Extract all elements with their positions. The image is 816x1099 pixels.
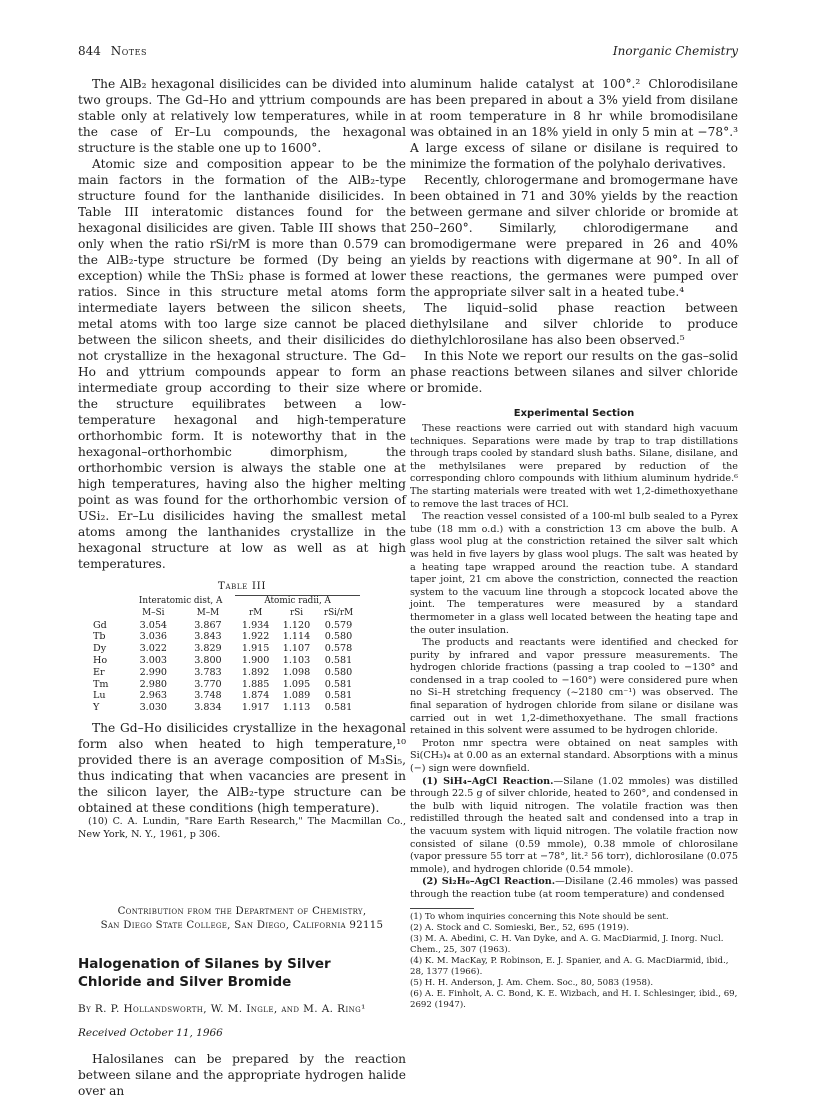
article-title-line: Halogenation of Silanes by Silver [78,956,331,973]
value-cell: 3.030 [139,702,168,714]
table-row [90,667,360,679]
article-title-line: Chloride and Silver Bromide [78,974,292,991]
article-title [78,955,406,991]
header-left [78,44,147,58]
value-cell: 3.800 [194,654,222,666]
reaction-text: —Silane (1.02 mmoles) was distilled through 22.5 g of silver chloride, heated to 260°, and condensed in the bulb with liquid nitrogen. The volatile fraction was then redistilled through the heated salt and condensed into a trap in the vacuum system with liquid nitrogen. The volatile fraction now consisted of silane (0.59 mmole), 0.38 mmole of chlorosilane (vapor pressure 55 torr at −78°, lit.² 56 torr), dichlorosilane (0.075 mmole), and hydrogen chloride (0.54 mmole). [410,775,738,875]
table-row [90,620,360,632]
element-cell: Er [93,666,105,678]
footnote: (6) A. E. Finholt, A. C. Bond, K. E. Wizbach, and H. I. Schlesinger, ibid., 69, 2692 (1947). [410,988,738,1010]
value-cell: 1.885 [241,678,270,690]
value-cell: 3.770 [194,678,222,690]
footnote: (5) H. H. Anderson, J. Am. Chem. Soc., 80, 5083 (1958). [410,977,654,988]
experimental-paragraph [410,776,738,877]
value-cell: 2.990 [139,666,168,678]
table-row [90,679,360,691]
paragraph: In this Note we report our results on the gas–solid phase reactions between silanes and silver chloride or bromide. [410,349,738,395]
value-cell: 1.098 [282,666,311,678]
paragraph: Atomic size and composition appear to be the main factors in the formation of the AlB₂-type structure found for the lanthanide disilicides. In Table III interatomic distances found for the hexagonal disilicides are given. Table III shows that only when the ratio rSi/rM is more than 0.579 can the AlB₂-type structure be formed (Dy being an exception) while the ThSi₂ phase is formed at lower ratios. Since in this structure metal atoms form intermediate layers between the silicon sheets, metal atoms with too large size cannot be placed between the silicon sheets, and their disilicides do not crystallize in the hexagonal structure. The Gd–Ho and yttrium compounds appear to form an intermediate group according to their size where the structure equilibrates between a low-temperature hexagonal and high-temperature orthorhombic form. It is noteworthy that in the hexagonal–orthorhombic dimorphism, the orthorhombic version is always the stable one at high temperatures, having also the higher melting point as was found for the orthorhombic version of USi₂. Er–Lu disilicides having the smallest metal atoms among the lanthanides crystallize in the hexagonal structure at low as well as at high temperatures. [78,157,406,571]
footnote: (4) K. M. MacKay, P. Robinson, E. J. Spanier, and A. G. MacDiarmid, ibid., 28, 1377 (1966). [410,955,729,977]
group-header-distances: Interatomic dist, A [138,595,223,606]
col-header: M–M [196,607,220,618]
table-row [90,702,360,714]
value-cell: 0.581 [324,690,353,702]
value-cell: 1.089 [282,690,311,702]
right-column [410,76,738,1011]
value-cell: 1.114 [282,631,311,643]
value-cell: 0.580 [324,666,353,678]
value-cell: 1.922 [241,631,270,643]
table-row [90,631,360,643]
value-cell: 3.834 [194,702,222,714]
paragraph: aluminum halide catalyst at 100°.² Chlorodisilane has been prepared in about a 3% yield from disilane at room temperature in 8 hr while bromodisilane was obtained in an 18% yield in only 5 min at −78°.³ A large excess of silane or disilane is required to minimize the formation of the polyhalo derivatives. [410,77,738,171]
value-cell: 3.054 [139,619,168,631]
reaction-label: (1) SiH₄–AgCl Reaction. [422,775,554,787]
footnote-10: (10) C. A. Lundin, "Rare Earth Research," The Macmillan Co., New York, N. Y., 1961, p 306. [78,815,406,840]
element-cell: Tm [93,678,109,690]
col-header: rSi [290,607,304,618]
table-iii [90,595,360,714]
value-cell: 3.036 [139,631,168,643]
page-number: 844 [78,44,101,58]
table-title: Table III [217,580,267,592]
value-cell: 0.580 [324,631,353,643]
paragraph: Halosilanes can be prepared by the reaction between silane and the appropriate hydrogen halide over an [78,1052,406,1099]
reaction-label: (2) Si₂H₆–AgCl Reaction. [422,876,556,888]
section-name: Notes [110,44,147,58]
value-cell: 1.113 [282,702,311,714]
col-header: rSi/rM [323,607,354,618]
paragraph: The AlB₂ hexagonal disilicides can be divided into two groups. The Gd–Ho and yttrium compounds are stable only at relatively low temperatures, while in the case of Er–Lu compounds, the hexagonal structure is the stable one up to 1600°. [78,77,406,155]
value-cell: 1.915 [241,643,270,655]
footnote: (3) M. A. Abedini, C. H. Van Dyke, and A. G. MacDiarmid, J. Inorg. Nucl. Chem., 25, 307 (1963). [410,933,724,955]
value-cell: 1.917 [241,702,270,714]
experimental-paragraph: Proton nmr spectra were obtained on neat samples with Si(CH₃)₄ at 0.00 as an external standard. Absorptions with a minus (−) sign were downfield. [410,737,738,775]
group-header-radii: Atomic radii, A [235,596,360,608]
value-cell: 1.900 [241,654,270,666]
footnotes [410,912,738,1011]
left-column [78,76,406,1099]
value-cell: 0.581 [324,702,353,714]
value-cell: 3.843 [194,631,222,643]
contribution-institution: San Diego State College, San Diego, California 92115 [100,920,384,932]
value-cell: 1.892 [241,666,270,678]
element-cell: Gd [93,619,107,631]
experimental-paragraph: These reactions were carried out with standard high vacuum techniques. Separations were made by trap to trap distillations through traps cooled by standard slush baths. Silane, disilane, and the methylsilanes were prepared by reduction of the corresponding chloro compounds with lithium aluminum hydride.⁶ The starting materials were treated with wet 1,2-dimethoxyethane to remove the last traces of HCl. [410,423,738,510]
value-cell: 1.120 [282,619,311,631]
value-cell: 1.095 [282,678,311,690]
value-cell: 2.963 [139,690,168,702]
value-cell: 0.579 [324,619,353,631]
section-heading: Experimental Section [513,408,635,419]
received-date: Received October 11, 1966 [78,1027,223,1040]
value-cell: 3.748 [194,690,222,702]
value-cell: 0.578 [324,643,353,655]
value-cell: 3.022 [139,643,168,655]
value-cell: 3.867 [194,619,222,631]
footnote: (2) A. Stock and C. Somieski, Ber., 52, 695 (1919). [410,922,629,933]
element-cell: Y [93,702,100,714]
value-cell: 3.829 [194,643,222,655]
table-column-header [90,608,360,620]
value-cell: 0.581 [324,654,353,666]
paragraph: The Gd–Ho disilicides crystallize in the hexagonal form also when heated to high temperature,¹⁰ provided there is an average composition of M₃Si₅, thus indicating that when vacancies are present in the silicon layer, the AlB₂-type structure can be obtained at these conditions (high temperature). [78,720,406,815]
experimental-paragraph: The reaction vessel consisted of a 100-ml bulb sealed to a Pyrex tube (18 mm o.d.) with a constriction 13 cm above the bulb. A glass wool plug at the constriction retained the silver salt which was held in five layers by glass wool plugs. The salt was heated by a heating tape wrapped around the reaction tube. A standard taper joint, 21 cm above the constriction, connected the reaction system to the vacuum line through a stopcock located above the joint. The temperatures were measured by a standard thermometer in a glass well located between the heating tape and the outer insulation. [410,511,738,636]
running-header [78,44,738,62]
paragraph: Recently, chlorogermane and bromogermane have been obtained in 71 and 30% yields by the reaction between germane and silver chloride or bromide at 250–260°. Similarly, chlorodigermane and bromodigermane were prepared in 26 and 40% yields by reactions with digermane at 90°. In all of these reactions, the germanes were pumped over the appropriate silver salt in a heated tube.⁴ [410,173,738,299]
table-row [90,655,360,667]
footnote-divider [410,908,474,909]
value-cell: 0.581 [324,678,353,690]
col-header: rM [249,607,263,618]
contribution-dept: Contribution from the Department of Chemistry, [117,906,367,918]
value-cell: 2.980 [139,678,168,690]
col-header: M–Si [142,607,165,618]
footnote: (1) To whom inquiries concerning this Note should be sent. [410,911,669,922]
value-cell: 1.934 [241,619,270,631]
table-group-header [90,596,360,608]
table-row [90,690,360,702]
value-cell: 3.783 [194,666,222,678]
authors: By R. P. Hollandsworth, W. M. Ingle, and M. A. Ring¹ [78,1003,366,1016]
value-cell: 1.107 [282,643,311,655]
table-row [90,643,360,655]
element-cell: Dy [93,643,107,655]
experimental-paragraph [410,876,738,901]
value-cell: 1.103 [282,654,311,666]
table-body [90,620,360,714]
journal-name: Inorganic Chemistry [612,44,738,58]
contribution-line [78,905,406,933]
element-cell: Ho [93,654,108,666]
value-cell: 3.003 [139,654,168,666]
experimental-paragraph: The products and reactants were identified and checked for purity by infrared and vapor pressure measurements. The hydrogen chloride fractions (passing a trap cooled to −130° and condensed in a trap cooled to −160°) were considered pure when no Si–H stretching frequency (~2180 cm⁻¹) was observed. The final separation of hydrogen chloride from silane or disilane was carried out in wet 1,2-dimethoxyethane. The small fractions retained in this solvent were assumed to be hydrogen chloride. [410,637,738,737]
element-cell: Tb [93,631,106,643]
element-cell: Lu [93,690,106,702]
value-cell: 1.874 [241,690,270,702]
paragraph: The liquid–solid phase reaction between diethylsilane and silver chloride to produce diethylchlorosilane has also been observed.⁵ [410,301,738,347]
reaction-text: —Disilane (2.46 mmoles) was passed through the reaction tube (at room temperature) and condensed [410,876,738,900]
